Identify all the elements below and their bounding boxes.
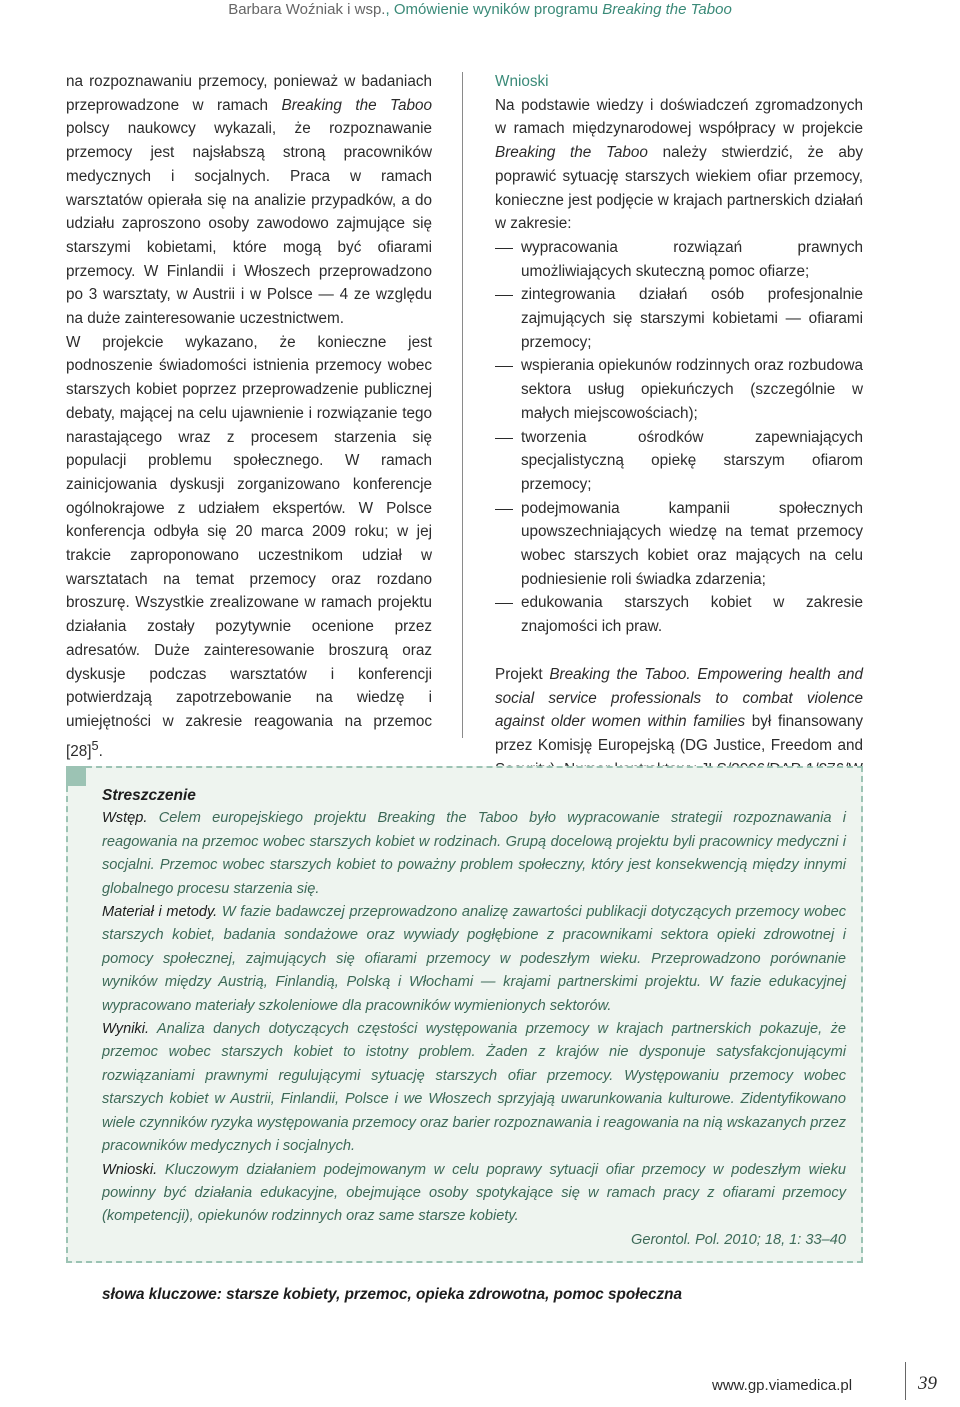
abstract-results-text: Analiza danych dotyczących częstości występowania przemocy w krajach partnerskich pokazuje, że przemoc wobec starszych kobiet to istotny problem. Żaden z krajów nie dysponuje satysfakcjonującymi rozwiązaniami prawnymi regulującymi sytuację starszych ofiar przemocy. Występowaniu przemocy wobec starszych kobiet w Austrii, Finlandii, Polsce i we Włoszech sprzyjają uwarunkowania kulturowe. Zidentyfikowano wiele czynników ryzyka występowania przemocy oraz barier rozpoznawania i reagowania na nią wskazanych przez pracowników medycznych i socjalnych. bbox=[102, 1021, 846, 1155]
right-column bbox=[495, 70, 863, 805]
header-title-prefix: Omówienie wyników programu bbox=[393, 1, 603, 18]
citation: Gerontol. Pol. 2010; 18, 1: 33–40 bbox=[630, 1231, 846, 1248]
abstract-conclusions-text: Kluczowym działaniem podejmowanym w celu poprawy sytuacji ofiar przemocy w podeszłym wieku powinny być działania edukacyjne, obejmujące osoby spotykające się w ramach pracy z ofiarami przemocy (kompetencji), opiekunów rodzinnych oraz same starsze kobiety. bbox=[102, 1161, 846, 1225]
abstract-intro bbox=[102, 807, 846, 901]
page-number: 39 bbox=[918, 1373, 937, 1394]
conclusions-list bbox=[495, 236, 863, 639]
abstract-results-label: Wyniki. bbox=[102, 1021, 150, 1038]
project-text-a: Projekt bbox=[495, 665, 550, 683]
abstract-conclusions-label: Wnioski. bbox=[102, 1161, 158, 1178]
conclusions-heading: Wnioski bbox=[495, 73, 549, 90]
abstract-heading: Streszczenie bbox=[102, 787, 196, 804]
list-item: wspierania opiekunów rodzinnych oraz rozbudowa sektora usług opiekuńczych (szczególnie w małych miejscowościach); bbox=[495, 354, 863, 425]
list-item: wypracowania rozwiązań prawnych umożliwiających skuteczną pomoc ofiarze; bbox=[495, 236, 863, 283]
list-item: zintegrowania działań osób profesjonalnie zajmujących się starszymi kobietami — ofiarami przemocy; bbox=[495, 283, 863, 354]
intro-text-a: Na podstawie wiedzy i doświadczeń zgromadzonych w ramach międzynarodowej współpracy w projekcie bbox=[495, 96, 863, 138]
footer-divider bbox=[905, 1362, 906, 1400]
project-italic: Breaking the Taboo. Empowering health and social service professionals to combat violence against older women within families bbox=[495, 665, 863, 731]
left-p2-end: . bbox=[98, 742, 103, 760]
running-head bbox=[0, 0, 960, 20]
header-authors: Barbara Woźniak i wsp. bbox=[228, 1, 386, 18]
left-p1-text-a: na rozpoznawaniu przemocy, ponieważ w badaniach przeprowadzone w ramach bbox=[66, 73, 432, 114]
list-item: podejmowania kampanii społecznych upowszechniających wiedzę na temat przemocy wobec starszych kobiet oraz mających na celu podniesienie roli świadka zdarzenia; bbox=[495, 497, 863, 592]
conclusions-intro bbox=[495, 94, 863, 236]
abstract bbox=[102, 784, 846, 1252]
abstract-conclusions bbox=[102, 1159, 846, 1229]
left-p2-text: W projekcie wykazano, że konieczne jest podnoszenie świadomości istnienia przemocy wobec starszych kobiet poprzez przeprowadzenie publicznej debaty, mającej na celu ujawnienie i rozwiązanie tego narastającego wraz z procesem starzenia się populacji problemu społecznego. W ramach zainicjowania dyskusji zorganizowano konferencje ogólnokrajowe z udziałem ekspertów. W Polsce konferencja odbyła się 20 marca 2009 roku; w jej trakcie zaproponowano uczestnikom udział w warsztatach na temat przemocy oraz rozdano broszurę. Wszystkie zrealizowane w ramach projektu działania zostały pozytywnie ocenione przez adresatów. Duże zainteresowanie broszurą oraz dyskusje podczas warsztatów i konferencji potwierdzają zapotrzebowanie na wiedzę i umiejętności w zakresie reagowania na przemoc [28] bbox=[66, 333, 432, 760]
column-divider bbox=[462, 72, 463, 738]
left-p1-text-b: polscy naukowcy wykazali, że rozpoznawanie przemocy jest najsłabszą stroną pracowników medycznych i socjalnych. Praca w ramach warsztatów opierała się na analizie przypadków, a do udziału zaproszono osoby zawodowo zajmujące się starszymi kobietami, które mogą być ofiarami przemocy. W Finlandii i Włoszech przeprowadzono po 3 warsztaty, w Austrii i w Polsce — 4 ze względu na duże zainteresowanie uczestnictwem. bbox=[66, 120, 432, 328]
abstract-intro-text: Celem europejskiego projektu Breaking the Taboo było wypracowanie strategii rozpoznawania i reagowania na przemoc wobec starszych kobiet w rodzinach. Grupą docelową projektu byli pracownicy medyczni i socjalni. Przemoc wobec starszych kobiet to poważny problem społeczny, który jest konsekwencją między innymi globalnego procesu starzenia się. bbox=[102, 810, 846, 897]
footer-url[interactable]: www.gp.viamedica.pl bbox=[712, 1377, 853, 1394]
footnote-ref: 5 bbox=[91, 737, 99, 753]
abstract-corner-marker bbox=[66, 766, 86, 786]
project-text-b: był finansowany przez Komisję Europejską (DG Justice, Freedom and bbox=[495, 713, 863, 754]
abstract-intro-label: Wstęp. bbox=[102, 810, 148, 827]
left-column bbox=[66, 70, 432, 763]
left-paragraph-1 bbox=[66, 70, 432, 331]
header-separator: , bbox=[385, 1, 394, 18]
header-title-italic: Breaking the Taboo bbox=[602, 1, 732, 18]
left-paragraph-2 bbox=[66, 331, 432, 764]
intro-text-b: należy stwierdzić, że aby poprawić sytuację starszych wiekiem ofiar przemocy, konieczne jest podjęcie w krajach partnerskich działań w zakresie: bbox=[495, 144, 864, 233]
list-item: edukowania starszych kobiet w zakresie znajomości ich praw. bbox=[495, 591, 863, 638]
abstract-methods-text: W fazie badawczej przeprowadzono analizę zawartości publikacji dotyczących przemocy wobec starszych kobiet, badania sondażowe oraz wywiady pogłębione z pracownikami sektora opieki zdrowotnej i pomocy społecznej, zajmujących się ofiarami przemocy w podeszłym wieku. Przeprowadzono porównanie wyników między Austrią, Finlandią, Polską i Włochami — krajami partnerskimi projektu. W fazie edukacyjnej wypracowano materiały szkoleniowe dla pracowników wymienionych sektorów. bbox=[102, 904, 846, 1014]
list-item: tworzenia ośrodków zapewniających specjalistyczną opiekę starszym ofiarom przemocy; bbox=[495, 426, 863, 497]
abstract-methods bbox=[102, 901, 846, 1018]
keywords: słowa kluczowe: starsze kobiety, przemoc, opieka zdrowotna, pomoc społeczna bbox=[102, 1286, 683, 1303]
left-p1-italic: Breaking the Taboo bbox=[281, 96, 433, 114]
intro-italic: Breaking the Taboo bbox=[495, 144, 648, 162]
abstract-results bbox=[102, 1018, 846, 1158]
abstract-methods-label: Materiał i metody. bbox=[102, 904, 218, 921]
